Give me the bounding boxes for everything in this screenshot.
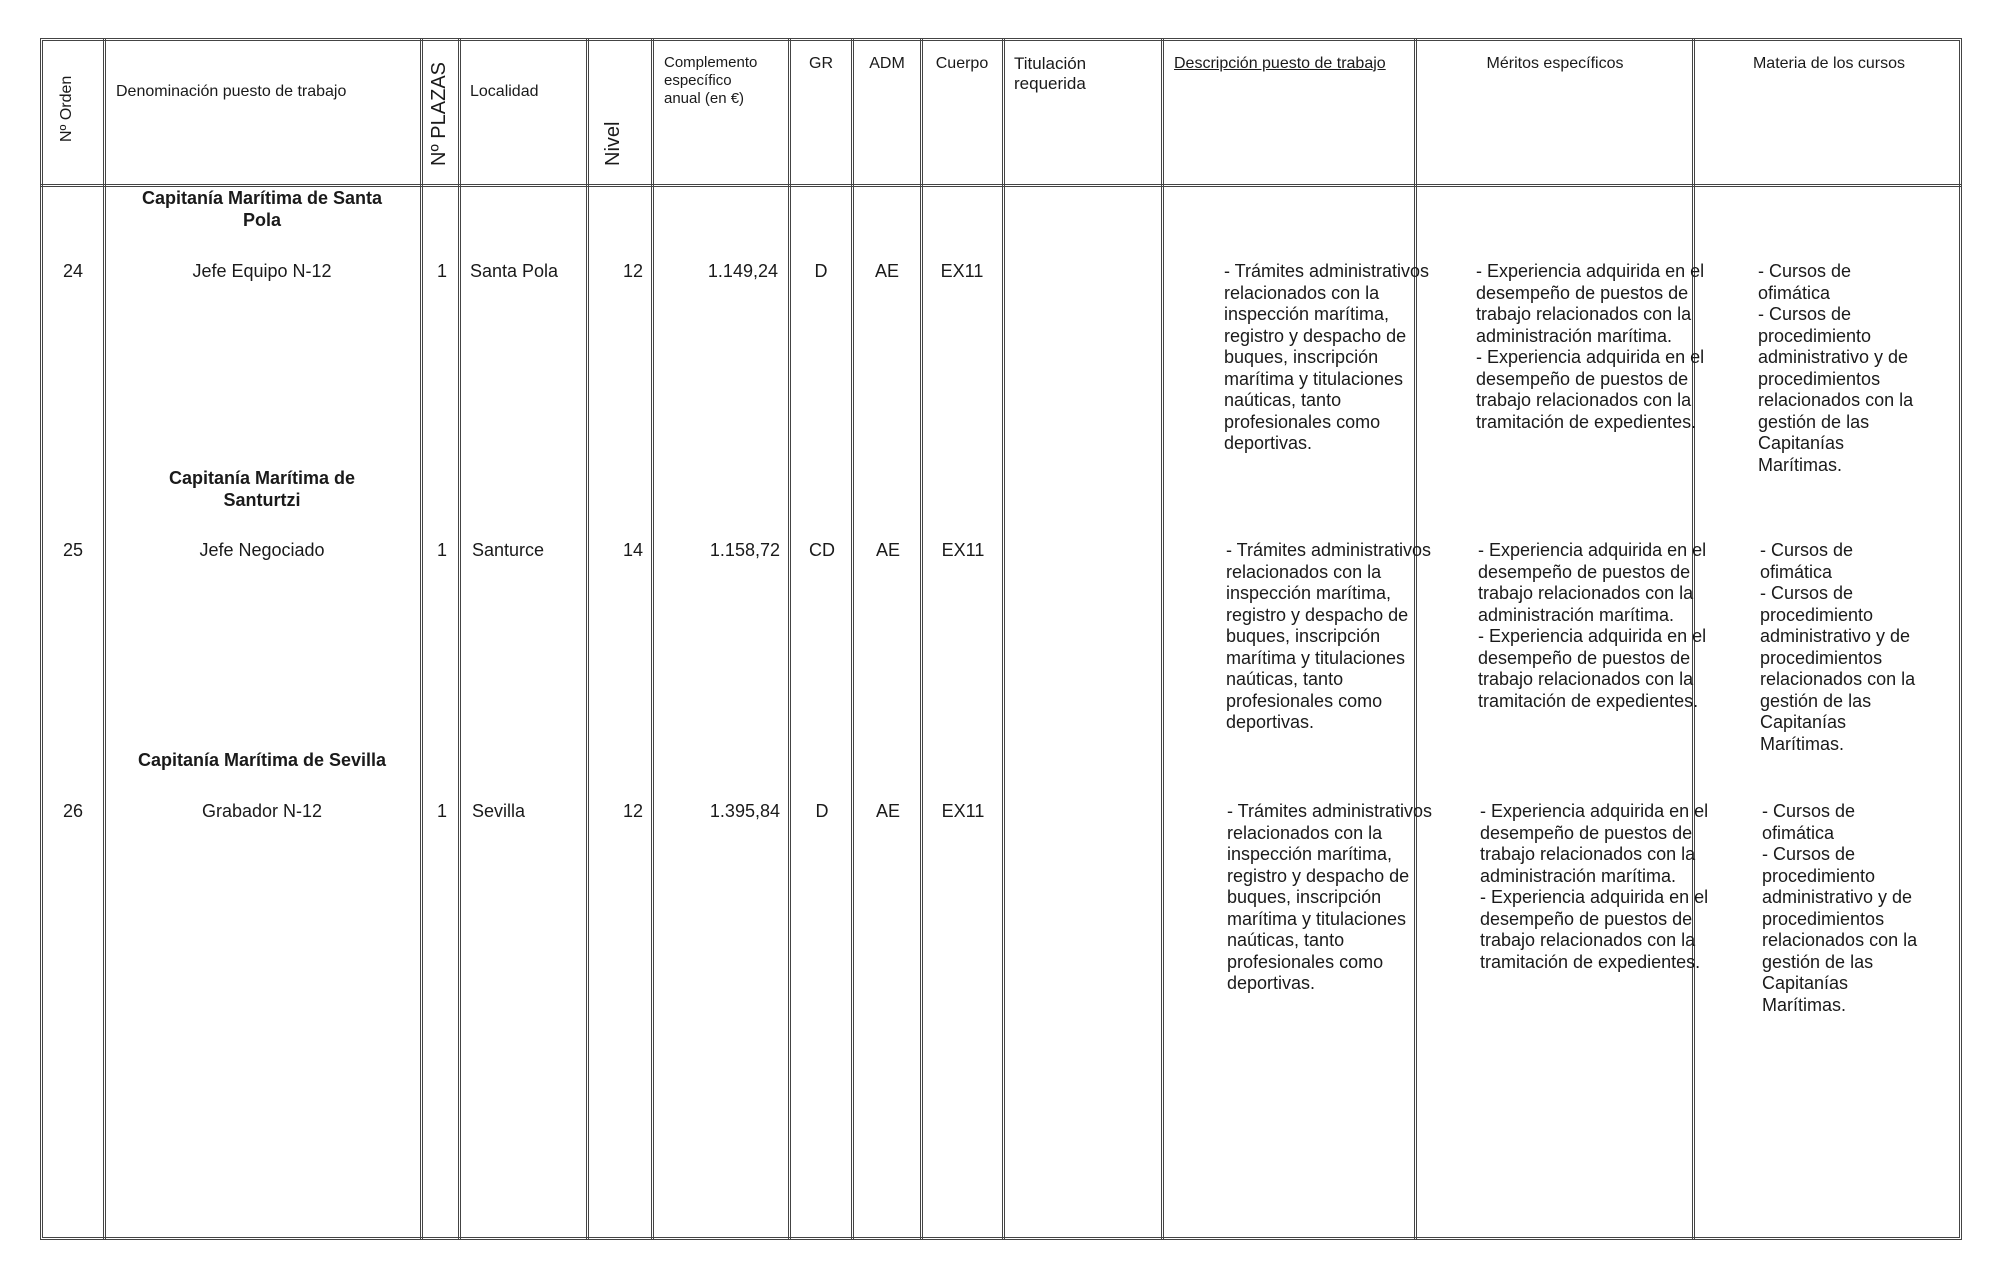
row-localidad: Santa Pola	[470, 261, 559, 281]
row-adm: AE	[875, 801, 900, 821]
col-divider	[1161, 38, 1164, 1240]
unit-title: Capitanía Marítima de Santa Pola	[141, 188, 383, 230]
row-descripcion: - Trámites administrativos relacionados con la inspección marítima, registro y despacho de buques, inscripción marítima y titulaciones naúticas, tanto profesionales como deportivas.	[1226, 540, 1432, 732]
row-adm: AE	[874, 261, 899, 281]
row-complemento: 1.149,24	[707, 261, 778, 281]
row-meritos: - Experiencia adquirida en el desempeño de puestos de trabajo relacionados con la administración marítima. - Experiencia adquirida en el desempeño de puestos de trabajo relacionados con la tramitación de expedientes.	[1476, 261, 1705, 432]
row-plazas: 1	[436, 261, 447, 281]
row-cuerpo: EX11	[941, 540, 985, 560]
row-puesto: Jefe Negociado	[199, 540, 325, 560]
header-cuerpo: Cuerpo	[935, 55, 989, 72]
row-descripcion: - Trámites administrativos relacionados con la inspección marítima, registro y despacho de buques, inscripción marítima y titulaciones naúticas, tanto profesionales como deportivas.	[1227, 801, 1433, 993]
header-descripcion: Descripción puesto de trabajo	[1174, 55, 1386, 72]
row-localidad: Santurce	[472, 540, 545, 560]
row-materia: - Cursos de ofimática - Cursos de procedimiento administrativo y de procedimientos relacionados con la gestión de las Capitanías Marítimas.	[1760, 540, 1916, 754]
header-gr: GR	[809, 55, 833, 72]
col-divider	[788, 38, 791, 1240]
row-nivel: 14	[622, 540, 643, 560]
col-divider	[651, 38, 654, 1240]
row-orden: 26	[62, 801, 84, 821]
header-materia: Materia de los cursos	[1752, 55, 1906, 72]
unit-title: Capitanía Marítima de Santurtzi	[168, 468, 356, 510]
row-nivel: 12	[622, 801, 643, 821]
row-meritos: - Experiencia adquirida en el desempeño de puestos de trabajo relacionados con la administración marítima. - Experiencia adquirida en el desempeño de puestos de trabajo relacionados con la tramitación de expedientes.	[1478, 540, 1707, 711]
row-materia: - Cursos de ofimática - Cursos de procedimiento administrativo y de procedimientos relacionados con la gestión de las Capitanías Marítimas.	[1758, 261, 1914, 475]
header-n-orden: Nº Orden	[58, 75, 75, 142]
col-divider	[420, 38, 423, 1240]
row-descripcion: - Trámites administrativos relacionados con la inspección marítima, registro y despacho de buques, inscripción marítima y titulaciones naúticas, tanto profesionales como deportivas.	[1224, 261, 1430, 453]
row-plazas: 1	[436, 540, 447, 560]
col-divider	[586, 38, 589, 1240]
row-meritos: - Experiencia adquirida en el desempeño de puestos de trabajo relacionados con la administración marítima. - Experiencia adquirida en el desempeño de puestos de trabajo relacionados con la tramitación de expedientes.	[1480, 801, 1709, 972]
row-cuerpo: EX11	[940, 261, 984, 281]
job-positions-table	[40, 38, 1966, 1244]
col-divider	[920, 38, 923, 1240]
header-titulacion: Titulación requerida	[1014, 54, 1087, 93]
col-divider	[851, 38, 854, 1240]
col-divider	[1002, 38, 1005, 1240]
row-complemento: 1.158,72	[709, 540, 780, 560]
row-plazas: 1	[436, 801, 447, 821]
header-meritos: Méritos específicos	[1486, 55, 1624, 72]
header-denominacion: Denominación puesto de trabajo	[116, 83, 347, 100]
row-localidad: Sevilla	[472, 801, 526, 821]
col-divider	[458, 38, 461, 1240]
header-adm: ADM	[869, 55, 905, 72]
row-complemento: 1.395,84	[709, 801, 780, 821]
header-nivel: Nivel	[602, 121, 624, 166]
row-nivel: 12	[622, 261, 643, 281]
row-puesto: Jefe Equipo N-12	[192, 261, 332, 281]
header-localidad: Localidad	[470, 83, 539, 100]
row-cuerpo: EX11	[941, 801, 985, 821]
row-orden: 24	[62, 261, 84, 281]
row-puesto: Grabador N-12	[201, 801, 323, 821]
row-adm: AE	[875, 540, 900, 560]
row-gr: D	[814, 261, 828, 281]
row-gr: CD	[809, 540, 835, 560]
row-orden: 25	[62, 540, 84, 560]
header-n-plazas: Nº PLAZAS	[428, 61, 450, 166]
unit-title: Capitanía Marítima de Sevilla	[137, 750, 387, 770]
header-complemento: Complemento específico anual (en €)	[664, 54, 758, 107]
row-materia: - Cursos de ofimática - Cursos de procedimiento administrativo y de procedimientos relacionados con la gestión de las Capitanías Marítimas.	[1762, 801, 1918, 1015]
row-gr: D	[815, 801, 829, 821]
